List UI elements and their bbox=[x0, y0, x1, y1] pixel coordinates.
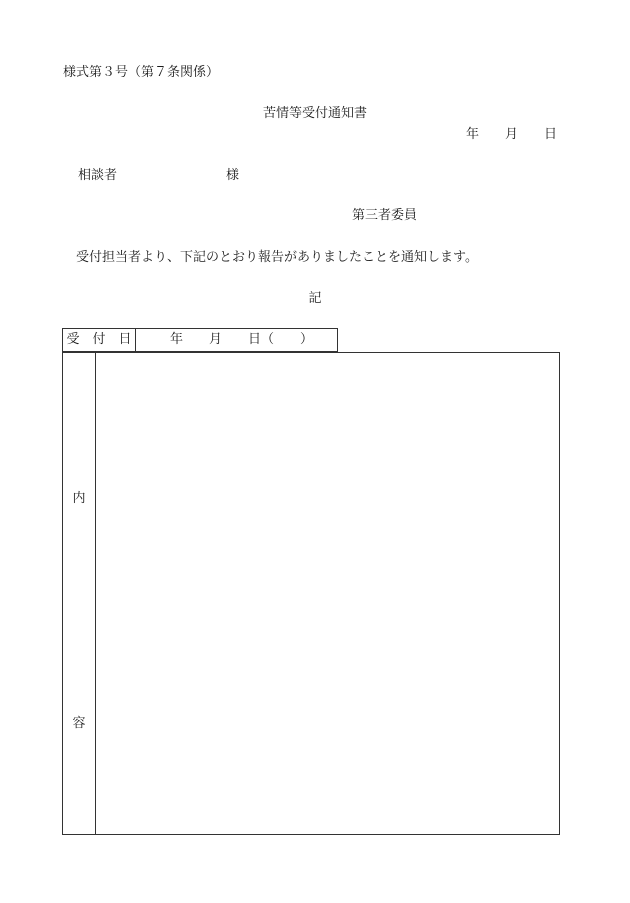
content-label-char-nai: 内 bbox=[72, 491, 86, 506]
consultant-label: 相談者 bbox=[78, 168, 118, 183]
form-number: 様式第３号（第７条関係） bbox=[63, 65, 220, 80]
content-label-column bbox=[63, 353, 96, 834]
reception-date-label: 受 付 日 bbox=[63, 329, 136, 351]
date-day-label: 日 bbox=[544, 127, 558, 142]
content-table bbox=[62, 352, 560, 835]
honorific-sama: 様 bbox=[226, 168, 240, 183]
issue-date bbox=[466, 128, 557, 141]
content-label-char-you: 容 bbox=[72, 716, 86, 731]
date-year-label: 年 bbox=[466, 127, 480, 142]
reception-date-field[interactable]: 年 月 日（ ） bbox=[169, 332, 313, 347]
reception-date-row bbox=[62, 328, 338, 352]
document-title: 苦情等受付通知書 bbox=[262, 106, 367, 121]
sender-third-party-committee: 第三者委員 bbox=[352, 208, 418, 223]
content-field[interactable] bbox=[96, 353, 559, 834]
ki-heading: 記 bbox=[308, 291, 322, 306]
date-month-label: 月 bbox=[505, 127, 519, 142]
notice-body-text: 受付担当者より、下記のとおり報告がありましたことを通知します。 bbox=[76, 250, 478, 265]
